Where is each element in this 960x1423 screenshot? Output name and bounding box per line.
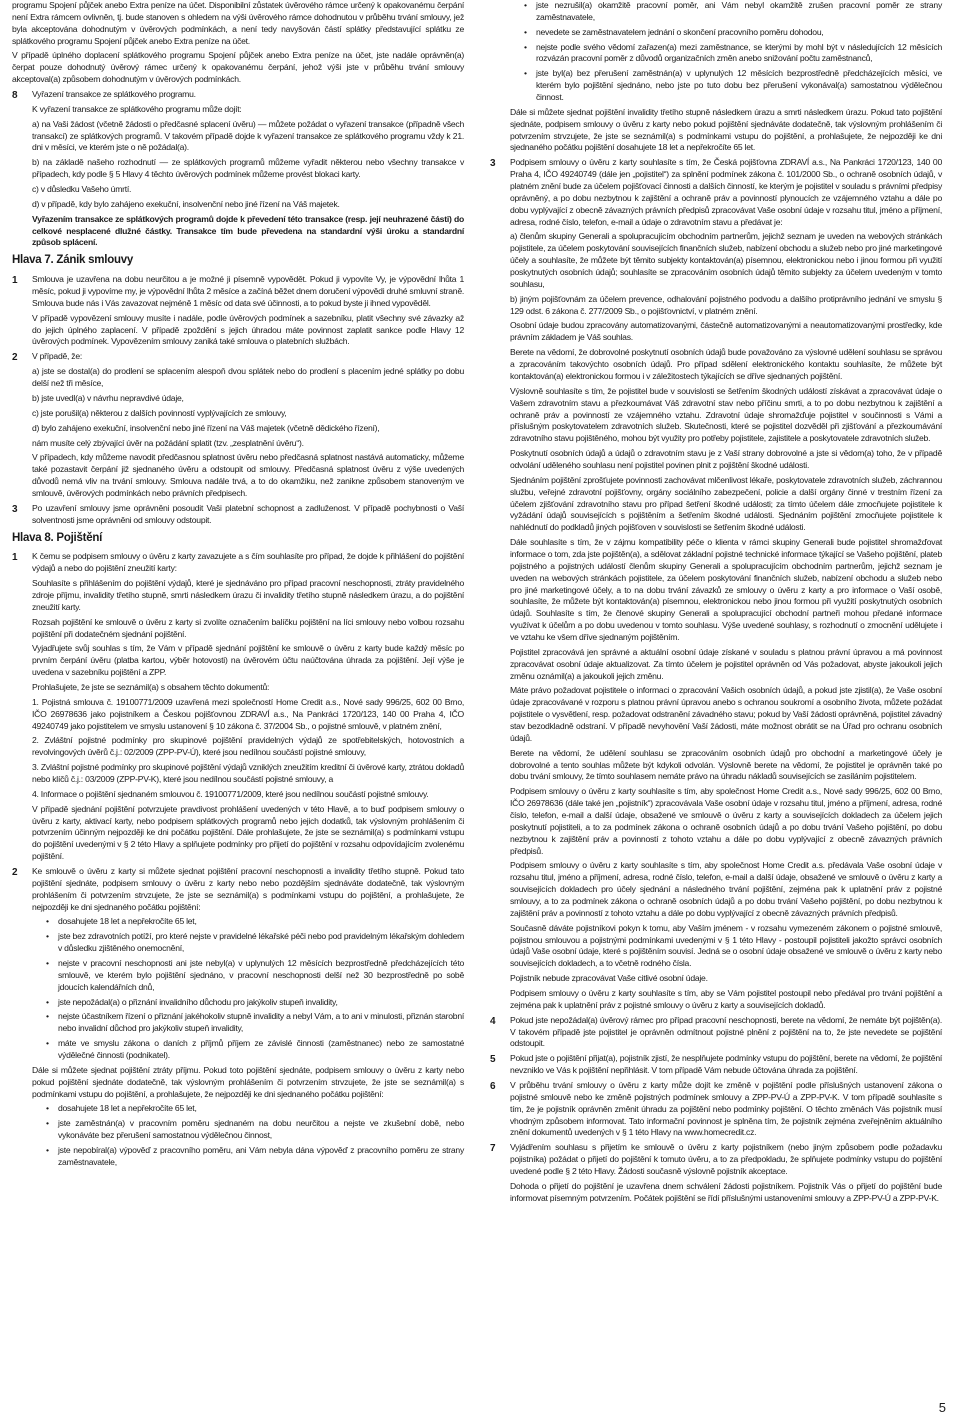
paragraph: Pokud jste nepožádal(a) úvěrový rámec pro případ pracovní neschopnosti, berete na vědomí, že nemáte být pojištěn(a). V takovém případě jste pojistitel je oprávněn odmítnout pojistné plnění z pojištění na to, že jste nevedete se pojištění odstoupit. [510, 1014, 942, 1049]
list-item: • jste byl(a) bez přerušení zaměstnán(a) v uplynulých 12 měsících bezprostředně předcházejících měsíci, ve kterém bylo pojištění sjednáno, nebo jste po tuto dobu bez přerušení vykonával(a) samostatnou výdělečnou činnost. [536, 68, 942, 104]
paragraph: V případě úplného doplacení splátkového programu Spojení půjček anebo Extra peníze na účet, jste nadále oprávněn(a) čerpat pouze dohodnutý úvěrový rámec určený k opakovanému čerpání, jehož výši jste v průběhu trvání smlouvy akceptoval(a) způsobem dohodnutým v úvěrových podmínkách. [12, 50, 464, 85]
bullet-list [12, 1103, 464, 1168]
paragraph: d) bylo zahájeno exekuční, insolvenční nebo jiné řízení na Váš majetek (včetně dědického řízení), [32, 422, 380, 433]
paragraph: Pojistník nebude zpracovávat Vaše citlivé osobní údaje. [510, 973, 708, 984]
paragraph: Vyjadřujete svůj souhlas s tím, že Vám v případě sjednání pojištění ke smlouvě o úvěru z karty bude každý měsíc po prvním čerpání úvěru (platba kartou, výběr hotovosti) na úvěrovém účtu naúčtována úhrada za pojištění. Její výše je uvedena v sazebníku pojištění a ZPP. [32, 643, 464, 678]
paragraph: c) v důsledku Vašeho úmrtí. [32, 184, 132, 195]
paragraph: Máte právo požadovat pojistitele o informaci o zpracování Vašich osobních údajů, a pokud jste zjistil(a), že Vaše osobní údaje zpracovávané v rozporu s platnou právní úpravou anebo s ochranou soukromí a osobního života, můžete požádat pojistitele o vysvětlení, resp. požadovat odstranění závadného stavu; pokud by Vaší žádosti oprávněná, pojistitel závadný stav bezodkladně odstraní. V případě nevyhovění Vaší žádosti, máte možnost obrátit se na Úřad pro ochranu osobních údajů. [510, 685, 942, 743]
paragraph: Vyjádřením souhlasu s přijetím ke smlouvě o úvěru z karty pojistníkem (nebo jiným způsobem podle požadavku pojistníka) požádat o přijetí do pojištění k tomuto úvěru, a to za předpokladu, že splňujete podmínky vstupu do pojištění uvedené podle § 2 této Hlavy. Žádosti současně výslovně pojistník akceptace. [510, 1142, 942, 1177]
section-number: 6 [490, 1081, 496, 1093]
left-column [12, 0, 464, 1172]
paragraph: Prohlašujete, že jste se seznámil(a) s obsahem těchto dokumentů: [32, 681, 270, 692]
list-item: • dosahujete 18 let a nepřekročíte 65 let, [58, 916, 464, 928]
paragraph: V průběhu trvání smlouvy o úvěru z karty může dojít ke změně v pojištění podle příslušných ustanovení zákona o pojistné smlouvě nebo ke změně pojistných podmínek smlouvy a ZPP-PV-Ú a ZPP-PV-K. V tom případě souhlasíte s tím, že je pojistník oprávněn změnit úhradu za pojištění nebo podmínky pojištění. O těchto změnách Vás pojistník musí vhodným způsobem informovat. Tato informační povinnost je splněna tím, že pojistník zejména zveřejněním aktuálního znění dokumentů uvedených v § 1 této Hlavy na www.homecredit.cz. [510, 1080, 942, 1138]
chapter-heading: Hlava 8. Pojištění [12, 531, 103, 544]
section-7 [490, 1142, 942, 1178]
chapter-heading: Hlava 7. Zánik smlouvy [12, 254, 134, 267]
paragraph: Pojistitel zpracovává jen správné a aktuální osobní údaje získané v souladu s platnou právní úpravou a má povinnost zpracovávat osobní údaje aktualizovat. Za tímto účelem je pojistitel oprávněn od Vás požadovat, abyste jakoukoli jejich změnu oznámil(a) a jakoukoli jejich změnu. [510, 646, 942, 681]
paragraph: d) v případě, kdy bylo zahájeno exekuční, insolvenční nebo jiné řízení na Váš majetek. [32, 198, 340, 209]
paragraph: Podpisem smlouvy o úvěru z karty souhlasíte s tím, aby společnost Home Credit a.s. předávala Vaše osobní údaje v rozsahu titul, jméno a příjmení, adresa, rodné číslo, telefon, e-mail a další údaje, obsažené ve smlouvě o úvěru z karty a souvisejících dokladech pro účely sjednání a následného trvání pojištění, zejména pak k uplatnění práv z pojistné smlouvy, a to za podmínek zákona o ochraně osobních údajů a po dobu trvání Vašeho pojištění, po dobu nezbytnou k zajištění práv a povinností z tohoto vztahu a dále po dobu vyplývající z obecně závazných právních předpisů. [510, 860, 942, 918]
paragraph: Současně dáváte pojistníkovi pokyn k tomu, aby Vaším jménem - v rozsahu vymezeném zákonem o pojistné smlouvě, pojistnou smlouvou a pojistnými podmínkami uvedenými v § 1 této Hlavy - postoupil pojistiteli jakožto správci osobních údajů Vaše osobní údaje, které s pojištěním souvisí. Jedná se o osobní údaje obsažené ve smlouvě o úvěru z karty nebo souvisejících dokladech, a to včetně rodného čísla. [510, 922, 942, 969]
section-6 [490, 1080, 942, 1139]
paragraph: Berete na vědomí, že dobrovolné poskytnutí osobních údajů bude považováno za výslovné udělení souhlasu se správou a zpracováním takovýchto osobních údajů. Pro případ sdělení elektronického kontaktu souhlasíte, že můžete být kontaktován(a) elektronickou formou i v záležitostech týkajících se dříve sjednaných pojištění. [510, 347, 942, 381]
section-number: 1 [12, 552, 18, 564]
paragraph: a) jste se dostal(a) do prodlení se splacením alespoň dvou splátek nebo do prodlení s placením jedné splátky po dobu delší než tři měsíce, [32, 366, 464, 389]
section-number: 5 [490, 1054, 496, 1066]
paragraph: b) jiným pojišťovnám za účelem prevence, odhalování pojistného podvodu a dalšího protiprávního jednání ve smyslu § 129 odst. 6 zákona č. 277/2009 Sb., o pojišťovnictví, v platném znění. [510, 293, 942, 316]
paragraph: 4. Informace o pojištění sjednaném smlouvou č. 19100771/2009, které jsou nedílnou součástí pojistné smlouvy. [32, 788, 429, 799]
section-number: 3 [490, 158, 496, 170]
paragraph: V případě, že: [32, 351, 83, 362]
paragraph: b) jste uvedl(a) v návrhu nepravdivé údaje, [32, 392, 184, 403]
paragraph: Podpisem smlouvy o úvěru z karty souhlasíte s tím, že Česká pojišťovna ZDRAVÍ a.s., Na Pankráci 1720/123, 140 00 Praha 4, IČO 49240749 (dále jen „pojistitel“) za splnění podmínek zákona č. 101/2000 Sb., o ochraně osobních údajů, v platném znění bude za účelem pojišťovací činnosti a dalších činností, ke kterým je pojistitel v souladu s právními předpisy oprávněný, a po dobu nezbytnou k zajištění a ochraně práv a povinností plynoucích ze vzájemného vztahu a dále po dobu vyplývající z obecně závazných právních předpisů zpracovávat Vaše osobní údaje v rozsahu titul, jméno a příjmení, adresa, rodné číslo, telefon, e-mail a údaje o zdravotním stavu a předávat je: [510, 157, 942, 227]
paragraph: V případě sjednání pojištění potvrzujete pravdivost prohlášení uvedených v této Hlavě, a to buď podpisem smlouvy o úvěru z karty, aktivací karty, nebo podpisem splátkových programů nebo jejich dodatků, tak výslovným prohlášením či potvrzením účinným nejpozději ke dni počátku pojištění. Dále prohlašujete, že jste se seznámil(a) s podmínkami vstupu do pojištění uvedenými v § 2 této Hlavy a splňujete podmínky pro přijetí do pojištění v rozsahu odpovídajícím zvolenému pojištění. [32, 803, 464, 862]
paragraph: a) na Vaši žádost (včetně žádosti o předčasné splacení úvěru) — můžete požádat o vyřazení transakce (případně všech transakcí) ze splátkových programů. V takovém případě dojde k vyřazení transakce ze splátkového programu vždy k 21. dni v měsíci, ve kterém jste o ně požádal(a). [32, 118, 464, 153]
paragraph: Podpisem smlouvy o úvěru z karty souhlasíte s tím, aby se Vám pojistitel postoupil nebo předával pro trvání pojištění a zejména pak k uplatnění práv z pojistné smlouvy o úvěru z karty a souvisejících dokladů. [510, 988, 942, 1010]
bold-paragraph: Vyřazením transakce ze splátkových programů dojde k převedení této transakce (resp. její neuhrazené části) do celkové nesplacené dlužné částky. Transakce tím bude převedena na standardní výši úroku a standardní způsob splácení. [32, 213, 464, 248]
paragraph: Ke smlouvě o úvěru z karty si můžete sjednat pojištění pracovní neschopnosti a invalidity třetího stupně. Pokud tato pojištění sjednáte, podpisem smlouvy o úvěru z karty nebo nebo pozdějším sjednáváte dodatečně, tak výslovným prohlášením či potvrzením strvzujete, že jste se seznámil(a) s podmínkami vstupu do pojištění, a prohlašujete, že nejpozději ke dni sjednaného počátku pojištění: [32, 866, 464, 912]
paragraph: a) členům skupiny Generali a spolupracujícím obchodním partnerům, jejichž seznam je uveden na webových stránkách pojistitele, za účelem poskytování souvisejících finančních služeb, nabízení obchodu a služeb nebo pro jiné marketingové účely a souhlasíte, že můžete být těmito subjekty kontaktován(a) písemnou, elektronickou nebo i jinou formou při využití poskytnutých osobních údajů; souhlasíte se zpracováním osobních údajů těmito subjekty za účelem uvedeným v tomto souhlasu, [510, 231, 942, 289]
paragraph: Berete na vědomí, že udělení souhlasu se zpracováním osobních údajů pro obchodní a marketingové účely je dobrovolné a tento souhlas můžete být kdykoli odvolán. Výslovně berete na vědomí, že pojistitel je oprávněn také po dobu trvání smlouvy, že tímto souhlasem nemáte právo na úhradu nákladů souvisejících se zasíláním pojistitelem. [510, 747, 942, 782]
list-item: • jste bez zdravotních potíží, pro které nejste v pravidelné lékařské péči nebo pod pravidelným lékařským dohledem v důsledku zjištěného onemocnění, [58, 931, 464, 955]
section-title: Vyřazení transakce ze splátkového programu. [32, 89, 196, 100]
section-number: 2 [12, 352, 18, 364]
section-number: 8 [12, 90, 18, 102]
list-item: • nejste v pracovní neschopnosti ani jste nebyl(a) v uplynulých 12 měsících bezprostředně předcházejících této smlouvě, ve kterém bylo pojištění sjednáno, v pracovní neschopnosti delší než 30 bezprostředně po sobě jdoucích kalendářních dnů, [58, 958, 464, 994]
paragraph: c) jste porušil(a) některou z dalších povinností vyplývajících ze smlouvy, [32, 407, 287, 418]
paragraph: Smlouva je uzavřena na dobu neurčitou a je možné ji písemně vypovědět. Pokud ji vypovíte Vy, je výpovědní lhůta 1 měsíc, pokud ji vypovíme my, je výpovědní lhůta 2 měsíce a začíná běžet dnem doručení výpovědi druhé smluvní straně. Smlouva bude nás i Vás zavazovat nejméně 1 měsíc od data své účinnosti, a to pokud byste ji ihned vypověděl. [32, 274, 464, 308]
paragraph: programu Spojení půjček anebo Extra peníze na účet. Disponibilní zůstatek úvěrového rámce určený k opakovanému čerpání není Extra rámcem ovlivněn, tj. bude stanoven s ohledem na výši úvěrového rámce dohodnutou v průběhu trvání smlouvy, jež byla akceptována dohodnutým v úvěrových podmínkách, a není tedy navyšován částí splátky představující splátku ze splátkového programu Spojení půjček anebo Extra peníze na účet. [12, 0, 464, 46]
section-number: 3 [12, 503, 18, 515]
paragraph: Podpisem smlouvy o úvěru z karty souhlasíte s tím, aby společnost Home Credit a.s., Nové sady 996/25, 602 00 Brno, IČO 26978636 (dále také jen „pojistník“) zpracovávala Vaše osobní údaje v rozsahu titul, jméno a příjmení, adresa, rodné číslo, telefon, e-mail a další údaje, obsažené ve smlouvě o úvěru z karty a souvisejících dokladech za účelem jejich poskytnutí pojistiteli, a to za podmínek zákona o ochraně osobních údajů a po dobu trvání Vašeho pojištění, po dobu nezbytnou k zajištění práv a povinností z tohoto vztahu a dále po dobu vyplývající z obecně závazných právních předpisů. [510, 786, 942, 856]
paragraph: Dále si můžete sjednat pojištění invalidity třetího stupně následkem úrazu a smrti následkem úrazu. Pokud tato pojištění sjednáte, podpisem smlouvy o úvěru z karty nebo pokud pojištění sjednáváte dodatečně, tak výslovným prohlášením či potvrzením strvzujete, že jste se seznámil(a) s podmínkami vstupu do pojištění, a prohlašujete, že nejpozději ke dni sjednaného počátku pojištění dosahujete 18 let a nepřekročíte 65 let. [510, 106, 942, 153]
section-number: 1 [12, 275, 18, 287]
paragraph: Osobní údaje budou zpracovány automatizovanými, částečně automatizovanými a neautomatizovanými prostředky, kde právním základem je Váš souhlas. [510, 320, 942, 343]
right-column [490, 0, 942, 1208]
paragraph: nám musíte celý zbývající úvěr na požádání splatit (tzv. „zesplatnění úvěru“). [32, 437, 304, 448]
paragraph: Souhlasíte s přihlášením do pojištění výdajů, které je sjednáváno pro případ pracovní neschopnosti, ztráty pravidelného zdroje příjmu, invalidity třetího stupně, smrti následkem úrazu či invalidity třetího stupně následkem úrazu, a do pojištění zneužití karty. [32, 578, 464, 612]
paragraph: Rozsah pojištění ke smlouvě o úvěru z karty si zvolíte označením balíčku pojištění na líci smlouvy nebo volbou rozsahu pojištění při dodatečném sjednání pojištění. [32, 616, 464, 639]
section-8-1 [12, 551, 464, 575]
list-item: • nejste účastníkem řízení o přiznání jakéhokoliv stupně invalidity a nebyl Vám, a to ani v minulosti, přiznán starobní nebo invalidní důchod pro jakýkoliv stupeň invalidity, [58, 1011, 464, 1035]
paragraph: Dohoda o přijetí do pojištění je uzavřena dnem schválení žádosti pojistníkem. Pojistník Vás o přijetí do pojištění bude informovat písemným potvrzením. Počátek pojištění se řídí příslušnými ustanoveními smlouvy a ZPP-PV-Ú a ZPP-PV-K. [510, 1180, 942, 1203]
paragraph: 2. Zvláštní pojistné podmínky pro skupinové pojištění pravidelných výdajů ze spotřebitelských, hotovostních a revolvingových úvěrů č.j.: 02/2009 (ZPP-PV-Ú), které jsou nedílnou součástí pojistné smlouvy, [32, 735, 464, 758]
paragraph: b) na základě našeho rozhodnutí — ze splátkových programů můžeme vyřadit některou nebo všechny transakce v případech, kdy podle § 5 Hlavy 4 těchto úvěrových podmínek můžeme provést blokaci karty. [32, 157, 464, 180]
list-item: • jste nezrušil(a) okamžitě pracovní poměr, ani Vám nebyl okamžitě zrušen pracovní poměr ze strany zaměstnavatele, [536, 0, 942, 24]
paragraph: 1. Pojistná smlouva č. 19100771/2009 uzavřená mezi společností Home Credit a.s., Nové sady 996/25, 602 00 Brno, IČO 26978636 jako pojistníkem a Českou pojišťovnou ZDRAVÍ a.s., Na Pankráci 1720/123, 140 00 Praha 4, IČO 49240749 jako pojistitelem ve smyslu ustanovení § 10 zákona č. 37/2004 Sb., o pojistné smlouvě, v platném znění, [32, 696, 464, 731]
paragraph: V případě vypovězení smlouvy musíte i nadále, podle úvěrových podmínek a sazebníku, platit všechny své závazky až do jejich úplného zaplacení. V případě zpoždění s jejich úhradou máte povinnost zaplatit sankce podle Hlavy 12 úvěrových podmínek. Vypovězením smlouvy zaniká také smlouva o platebních službách. [32, 312, 464, 347]
section-number: 2 [12, 867, 18, 878]
section-8-2 [12, 866, 464, 913]
section-8 [12, 89, 464, 101]
list-item: • jste nepožádal(a) o přiznání invalidního důchodu pro jakýkoliv stupeň invalidity, [58, 997, 464, 1009]
paragraph: 3. Zvláštní pojistné podmínky pro skupinové pojištění výdajů vzniklých zneužitím kreditní či úvěrové karty, ztrátou dokladů nebo klíčů č.j.: 03/2009 (ZPP-PV-K), které jsou nedílnou součástí pojistné smlouvy, a [32, 762, 464, 784]
paragraph: K vyřazení transakce ze splátkového programu může dojít: [32, 103, 242, 114]
paragraph: V případech, kdy můžeme navodit předčasnou splatnost úvěru nebo předčasná splatnost nastává automaticky, můžeme také pozastavit čerpání již sjednaného úvěru a odstoupit od smlouvy. Předčasná splatnost úvěru z výše uvedených důvodů nemá vliv na trvání smlouvy. Smlouva nadále trvá, a to do okamžiku, než zanikne způsobem stanoveným ve smlouvě, úvěrových podmínkách nebo právních předpisech. [32, 452, 464, 498]
section-7-1 [12, 274, 464, 310]
paragraph: K čemu se podpisem smlouvy o úvěru z karty zavazujete a s čím souhlasíte pro případ, že dojde k přihlášení do pojištění výdajů a nebo do pojištění zneužití karty: [32, 551, 464, 574]
section-5 [490, 1053, 942, 1077]
list-item: • jste nepobíral(a) výpověď z pracovního poměru, ani Vám nebyla dána výpověď z pracovního poměru ze strany zaměstnavatele, [58, 1145, 464, 1169]
section-3 [490, 157, 942, 228]
list-item: • jste zaměstnán(a) v pracovním poměru sjednaném na dobu neurčitou a nejste ve zkušební době, nebo vykonáváte bez přerušení samostatnou výdělečnou činnost, [58, 1118, 464, 1142]
paragraph: Poskytnutí osobních údajů a údajů o zdravotním stavu je z Vaší strany dobrovolné a jste si vědom(a) toho, že v případě odvolání uděleného souhlasu není pojistitel povinen plnit z pojištění škodné události. [510, 448, 942, 470]
bullet-list [490, 0, 942, 104]
section-4 [490, 1015, 942, 1051]
paragraph: Výslovně souhlasíte s tím, že pojistitel bude v souvislosti se šetřením škodných událostí získávat a zpracovávat údaje o Vašem zdravotním stavu a přezkoumávat Váš zdravotní stav nebo příčinu smrti, a to po dobu nezbytnou k zajištění a ochraně práv a povinností ze vzájemného vztahu. Zdravotní údaje shromažďuje pojistitel v součinnosti s Vámi a příslušným poskytovatelem zdravotních služeb. Skutečnosti, které se pojistitel dozvěděl při zjišťování a přezkoumávání zdravotního stavu pojištěného, mohou být využity pro potřeby pojistitele, zajistitele a poskytovatele zdravotních služeb. [510, 385, 942, 444]
section-7-3 [12, 503, 464, 527]
list-item: • nevedete se zaměstnavatelem jednání o skončení pracovního poměru dohodou, [536, 27, 942, 39]
list-item: • máte ve smyslu zákona o daních z příjmů příjem ze závislé činnosti (zaměstnanec) nebo ze samostatné výdělečné činnosti (podnikatel). [58, 1038, 464, 1062]
list-item: • dosahujete 18 let a nepřekročíte 65 let, [58, 1103, 464, 1115]
paragraph: Po uzavření smlouvy jsme oprávněni posoudit Vaši platební schopnost a zadluženost. V případě pochybnosti o Vaší solventnosti jsme oprávněni od smlouvy odstoupit. [32, 502, 464, 525]
section-7-2 [12, 351, 464, 363]
paragraph: Dále si můžete sjednat pojištění ztráty příjmu. Pokud toto pojištění sjednáte, podpisem smlouvy o úvěru z karty nebo pokud pojištění sjednáte dodatečně, tak výslovným prohlášením či potvrzením strvzujete, že jste se seznámil(a) s podmínkami vstupu do pojištění, a prohlašujete, že nejpozději ke dni sjednaného počátku pojištění: [32, 1064, 464, 1099]
list-item: • nejste podle svého vědomí zařazen(a) mezi zaměstnance, se kterými by mohl být v následujících 12 měsících rozvázán pracovní poměr z důvodů organizačních změn anebo snižování počtu zaměstnanců, [536, 42, 942, 66]
bullet-list [12, 916, 464, 1061]
paragraph: Pokud jste o pojištění přijat(a), pojistník zjistí, že nesplňujete podmínky vstupu do pojištění, berete na vědomí, že pojištění nevzniklo ve Vás k pojištění nepřihlásit. V tom případě Vám nebude účtována úhrada za pojištění. [510, 1053, 942, 1076]
section-number: 7 [490, 1143, 496, 1155]
paragraph: Dále souhlasíte s tím, že v zájmu kompatibility péče o klienta v rámci skupiny Generali bude pojistitel shromažďovat informace o tom, zda jste pojištěn(a), a sdělovat základní pojistné technické informace týkající se Vašeho pojištění, plateb pojistného a pojistných událostí členům skupiny Generali a spolupracujícím obchodním partnerům, jejichž seznam je uveden na webových stránkách pojistitele, za účelem poskytování finančních služeb, nabízení obchodu a služeb nebo pro jiné marketingové účely, a to na dobu trvání závazků ze smlouvy o úvěru z karty a pro informace o Vaší osobě, souhlasíte, že můžete být kontaktován(a) písemnou, elektronickou nebo jinou formou při využití poskytnutých osobních údajů. Souhlasíte s tím, že členové skupiny Generali a spolupracující obchodní partneři mohou předané informace využívat k účelům a po dobu uvedenou v tomto souhlasu. Výše uvedené souhlasy, s rozhodnutí o zmocnění udělujete i ve vztahu ke všem dříve sjednaným pojištěním. [510, 537, 942, 642]
paragraph: Sjednáním pojištění zprošťujete povinnosti zachovávat mlčenlivost lékaře, poskytovatele zdravotních služeb, záchrannou službu, veřejné zdravotní pojišťovny, orgány sociálního zabezpečení, policie a další orgány činné v trestním řízení za účelem zjišťování zdravotního stavu pro případ šetření škodné události; za tímto účelem dále zmocňujete pojistitele k vyžádání údajů souvisejících s pojištěním a šetřením škodné události. Sjednáním pojištění zmocňujete pojistitele k nahlédnutí do podkladů jiných pojišťoven v souvislosti se šetřením škodné události. [510, 474, 942, 533]
page-number: 5 [938, 1400, 946, 1415]
section-number: 4 [490, 1015, 496, 1027]
